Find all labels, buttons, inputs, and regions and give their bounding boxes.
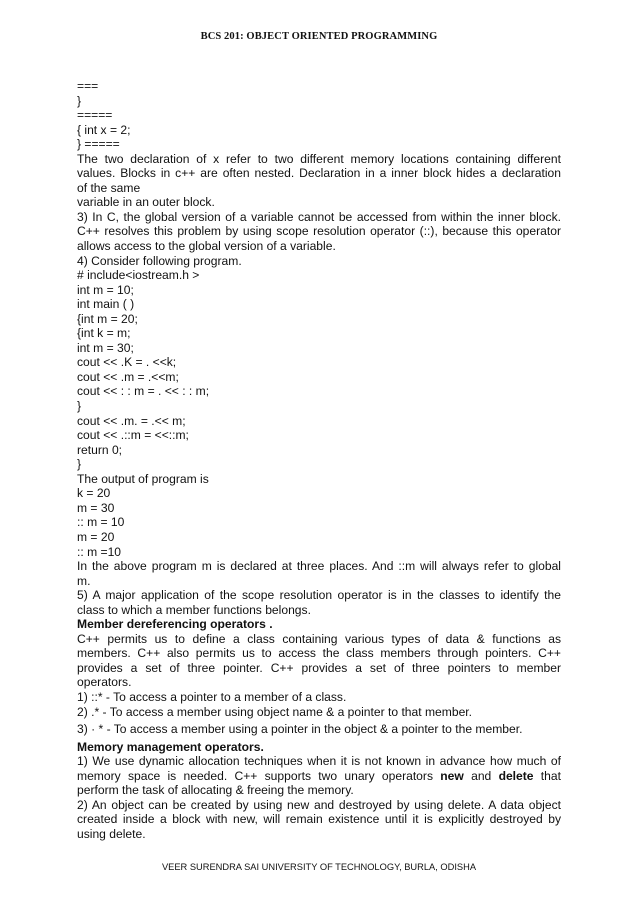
paragraph-line: In the above program m is declared at three places. And ::m will always refer to global bbox=[77, 559, 561, 574]
paragraph-line: class to which a member functions belongs. bbox=[77, 602, 311, 617]
keyword-new: new bbox=[440, 768, 464, 783]
paragraph-memory-1 bbox=[77, 754, 561, 798]
paragraph-line: variable in an outer block. bbox=[77, 195, 215, 210]
paragraph-line: using delete. bbox=[77, 826, 146, 841]
output-line: m = 20 bbox=[77, 529, 115, 544]
keyword-delete: delete bbox=[498, 768, 534, 783]
paragraph-line: perform the task of allocating & freeing the memory. bbox=[77, 783, 354, 798]
code-line: cout << .m = .<<m; bbox=[77, 369, 179, 384]
output-line: m = 30 bbox=[77, 500, 115, 515]
output-label: The output of program is bbox=[77, 471, 209, 486]
output-line: k = 20 bbox=[77, 486, 111, 501]
paragraph-line: members. C++ also permits us to access the class members through pointers. C++ bbox=[77, 646, 561, 661]
heading-memory-management: Memory management operators. bbox=[77, 739, 264, 754]
code-line: } ===== bbox=[77, 137, 120, 152]
paragraph-line: allows access to the global version of a variable. bbox=[77, 239, 336, 254]
code-line: } bbox=[77, 457, 82, 472]
paragraph-line: The two declaration of x refer to two different memory locations containing different bbox=[77, 151, 561, 166]
code-line: cout << .K = . <<k; bbox=[77, 355, 177, 370]
paragraph-line: C++ permits us to define a class containing various types of data & functions as bbox=[77, 631, 561, 646]
code-line: int m = 10; bbox=[77, 282, 134, 297]
code-line: cout << : : m = . << : : m; bbox=[77, 384, 210, 399]
paragraph-line: provides a set of three pointer. C++ provides a set of three pointers to member bbox=[77, 660, 561, 675]
paragraph-line: of the same bbox=[77, 180, 141, 195]
page-footer: VEER SURENDRA SAI UNIVERSITY OF TECHNOLOGY, BURLA, ODISHA bbox=[161, 862, 477, 872]
paragraph-line: C++ resolves this problem by using scope resolution operator (::), because this operator bbox=[77, 224, 561, 239]
code-line: # include<iostream.h > bbox=[77, 268, 200, 283]
code-line: } bbox=[77, 399, 82, 414]
text-fragment: that bbox=[540, 768, 561, 783]
point-4-label: 4) Consider following program. bbox=[77, 253, 242, 268]
code-line: {int m = 20; bbox=[77, 311, 138, 326]
paragraph-line: operators. bbox=[77, 675, 132, 690]
paragraph-line: 3) In C, the global version of a variable cannot be accessed from within the inner block. bbox=[77, 209, 561, 224]
code-line: cout << .m. = .<< m; bbox=[77, 413, 186, 428]
code-line: return 0; bbox=[77, 442, 123, 457]
code-line: cout << .::m = <<::m; bbox=[77, 428, 189, 443]
code-block-top bbox=[77, 79, 561, 152]
dereferencing-operator-list bbox=[77, 690, 561, 737]
paragraph-two-declarations bbox=[77, 152, 561, 210]
paragraph-point-5 bbox=[77, 588, 561, 617]
paragraph-point-3 bbox=[77, 210, 561, 254]
code-line: int main ( ) bbox=[77, 297, 135, 312]
output-line: :: m = 10 bbox=[77, 515, 125, 530]
paragraph-line: 5) A major application of the scope resolution operator is in the classes to identify the bbox=[77, 588, 561, 603]
code-block-program bbox=[77, 268, 561, 472]
paragraph-member-dereferencing bbox=[77, 632, 561, 690]
code-line: } bbox=[77, 93, 82, 108]
code-line: ===== bbox=[77, 108, 113, 123]
code-line: {int k = m; bbox=[77, 326, 131, 341]
code-line: === bbox=[77, 79, 99, 93]
page-header: BCS 201: OBJECT ORIENTED PROGRAMMING bbox=[200, 31, 438, 42]
code-line: { int x = 2; bbox=[77, 122, 131, 137]
paragraph-line: m. bbox=[77, 573, 91, 588]
paragraph-line: created inside a block with new, will remain existence until it is explicitly destroyed by bbox=[77, 812, 561, 827]
text-fragment: memory space is needed. C++ supports two unary operators bbox=[77, 768, 433, 783]
list-item: 1) ::* - To access a pointer to a member of a class. bbox=[77, 689, 347, 704]
page-content bbox=[77, 79, 561, 841]
code-line: int m = 30; bbox=[77, 340, 134, 355]
paragraph-line: 2) An object can be created by using new and destroyed by using delete. A data object bbox=[77, 797, 561, 812]
list-item: 2) .* - To access a member using object name & a pointer to that member. bbox=[77, 704, 473, 719]
heading-member-dereferencing: Member dereferencing operators . bbox=[77, 617, 273, 632]
paragraph-line-with-keywords bbox=[77, 769, 561, 784]
paragraph-three-places bbox=[77, 559, 561, 588]
output-block bbox=[77, 486, 561, 559]
paragraph-line: values. Blocks in c++ are often nested. Declaration in a inner block hides a declaration bbox=[77, 166, 561, 181]
list-item: 3) · * - To access a member using a pointer in the object & a pointer to the member. bbox=[77, 722, 523, 737]
paragraph-line: 1) We use dynamic allocation techniques when it is not known in advance how much of bbox=[77, 754, 561, 769]
paragraph-memory-2 bbox=[77, 798, 561, 842]
text-fragment: and bbox=[471, 768, 492, 783]
output-line: :: m =10 bbox=[77, 544, 122, 559]
